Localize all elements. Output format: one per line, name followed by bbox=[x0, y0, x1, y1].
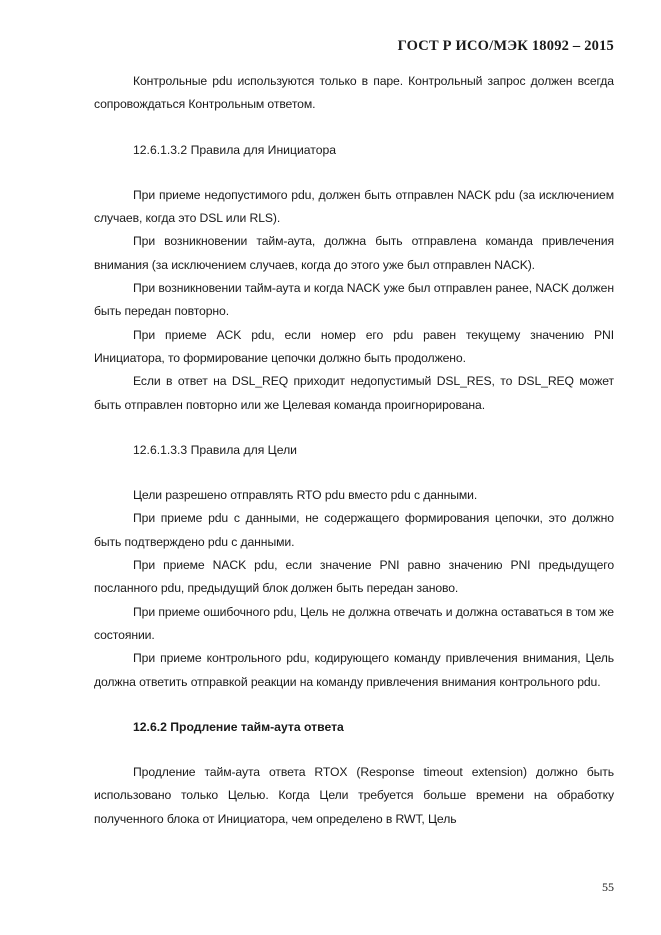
paragraph: При приеме ACK pdu, если номер его pdu равен текущему значению PNI Инициатора, то формирование цепочки должно быть продолжено. bbox=[94, 327, 614, 365]
paragraph: Если в ответ на DSL_REQ приходит недопустимый DSL_RES, то DSL_REQ может быть отправлен повторно или же Целевая команда проигнорирована. bbox=[94, 374, 614, 412]
paragraph: При возникновении тайм-аута и когда NACK уже был отправлен ранее, NACK должен быть передан повторно. bbox=[94, 281, 614, 319]
paragraph: При приеме NACK pdu, если значение PNI равно значению PNI предыдущего посланного pdu, предыдущий блок должен быть передан заново. bbox=[94, 558, 614, 596]
document-header: ГОСТ Р ИСО/МЭК 18092 – 2015 bbox=[397, 38, 614, 54]
paragraph: При приеме ошибочного pdu, Цель не должна отвечать и должна оставаться в том же состоянии. bbox=[94, 604, 614, 642]
paragraph: При приеме контрольного pdu, кодирующего команду привлечения внимания, Цель должна ответить отправкой реакции на команду привлечения внимания контрольного pdu. bbox=[94, 651, 614, 689]
paragraph: При возникновении тайм-аута, должна быть отправлена команда привлечения внимания (за исключением случаев, когда до этого уже был отправлен NACK). bbox=[94, 234, 614, 272]
page-body bbox=[94, 70, 614, 831]
paragraph: Продление тайм-аута ответа RTOX (Response timeout extension) должно быть использовано только Целью. Когда Цели требуется больше времени на обработку полученного блока от Инициатора, чем определено в RWT, Цель bbox=[94, 765, 614, 826]
section-heading-rtox: 12.6.2 Продление тайм-аута ответа bbox=[133, 719, 344, 734]
paragraph: При приеме недопустимого pdu, должен быть отправлен NACK pdu (за исключением случаев, когда это DSL или RLS). bbox=[94, 187, 614, 226]
section-heading-initiator: 12.6.1.3.2 Правила для Инициатора bbox=[133, 142, 337, 157]
section-heading-target: 12.6.1.3.3 Правила для Цели bbox=[133, 442, 297, 457]
page-number: 55 bbox=[602, 880, 614, 894]
paragraph: При приеме pdu с данными, не содержащего формирования цепочки, это должно быть подтверждено pdu с данными. bbox=[94, 511, 614, 549]
intro-paragraph: Контрольные pdu используются только в паре. Контрольный запрос должен всегда сопровождаться Контрольным ответом. bbox=[94, 74, 614, 112]
paragraph: Цели разрешено отправлять RTO pdu вместо pdu с данными. bbox=[133, 488, 478, 503]
